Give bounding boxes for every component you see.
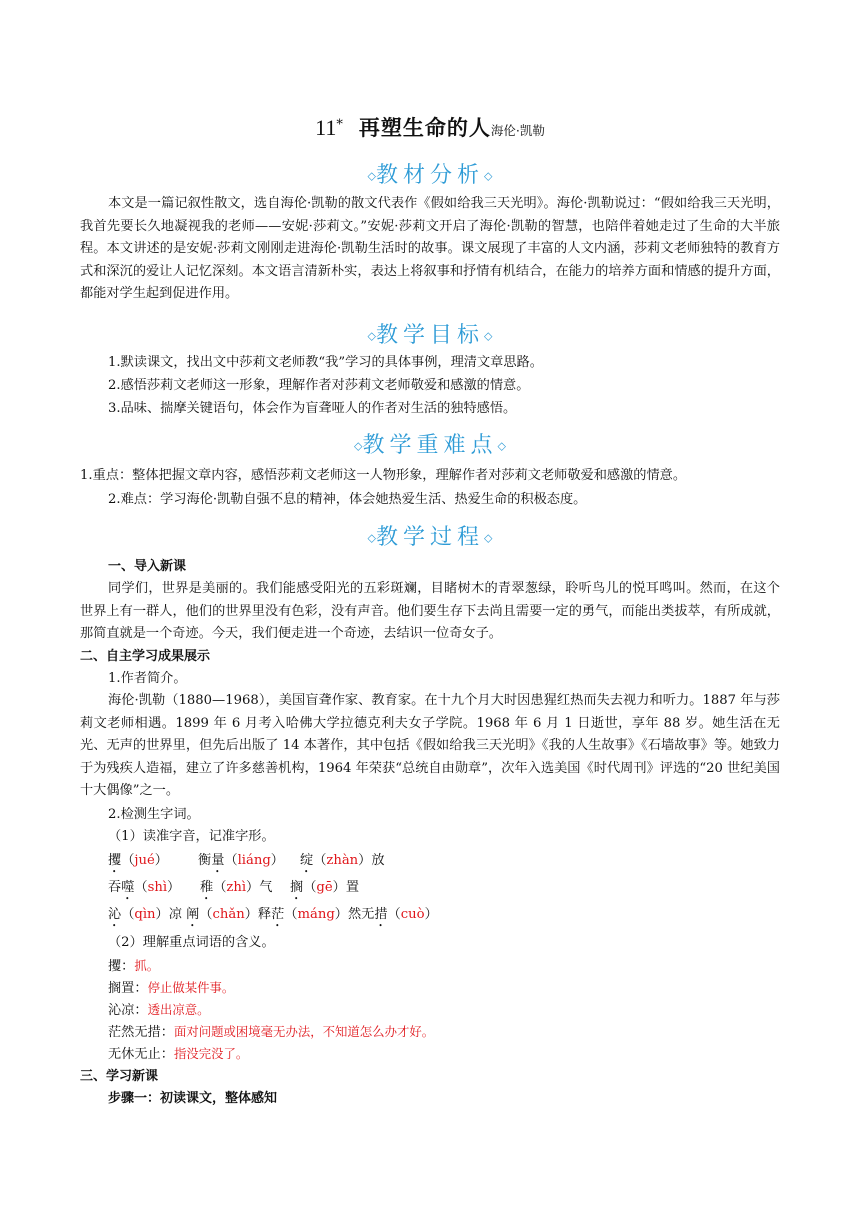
vocab-sub2: （2）理解重点词语的含义。 bbox=[108, 935, 275, 950]
definition-item: 攫：抓。 bbox=[108, 958, 160, 974]
pinyin-word: 沁（qìn）凉 bbox=[108, 907, 182, 922]
section-heading-objectives bbox=[0, 318, 860, 349]
lesson-title-row bbox=[0, 112, 860, 142]
section-heading-key-points bbox=[0, 428, 860, 459]
author-intro-label: 1.作者简介。 bbox=[108, 671, 187, 686]
pinyin-word: 吞噬（shì） bbox=[108, 880, 181, 895]
pinyin-row bbox=[108, 850, 385, 876]
lesson-title: 再塑生命的人 bbox=[358, 116, 491, 140]
diamond-icon: ◇ bbox=[484, 169, 493, 183]
pinyin-word: 衡量（liáng） bbox=[198, 853, 284, 868]
objective-item: 1.默读课文，找出文中莎莉文老师教“我”学习的具体事例，理清文章思路。 bbox=[108, 355, 543, 370]
analysis-paragraph: 本文是一篇记叙性散文，选自海伦·凯勒的散文代表作《假如给我三天光明》。海伦·凯勒说过：“假如给我三天光明，我首先要长久地凝视我的老师——安妮·莎莉文。”安妮·莎莉文开启了海伦·凯勒的智慧，也陪伴着她走过了生命的大半旅程。本文讲述的是安妮·莎莉文刚刚走进海伦·凯勒生活时的故事。课文展现了丰富的人文内涵，莎莉文老师独特的教育方式和深沉的爱让人记忆深刻。本文语言清新朴实，表达上将叙事和抒情有机结合，在能力的培养方面和情感的提升方面，都能对学生起到促进作用。 bbox=[80, 196, 780, 301]
pinyin-row bbox=[108, 904, 438, 930]
diamond-icon: ◇ bbox=[484, 531, 493, 545]
pinyin-word: 阐（chǎn）释 bbox=[186, 907, 272, 922]
key-point-item: 1.重点：整体把握文章内容，感悟莎莉文老师这一人物形象，理解作者对莎莉文老师敬爱和感激的情意。 bbox=[80, 468, 687, 483]
pinyin-word: 稚（zhì）气 bbox=[200, 880, 273, 895]
pinyin-word: 茫（máng）然无 bbox=[271, 907, 375, 922]
pinyin-word: 攫（jué） bbox=[108, 853, 168, 868]
diamond-icon: ◇ bbox=[497, 439, 506, 453]
diamond-icon: ◇ bbox=[484, 329, 493, 343]
vocab-sub1: （1）读准字音，记准字形。 bbox=[108, 829, 275, 844]
definition-item: 搁置：停止做某件事。 bbox=[108, 980, 235, 996]
objective-item: 3.品味、揣摩关键语句，体会作为盲聋哑人的作者对生活的独特感悟。 bbox=[108, 401, 517, 416]
part2-heading: 二、自主学习成果展示 bbox=[80, 649, 211, 664]
objective-item: 2.感悟莎莉文老师这一形象，理解作者对莎莉文老师敬爱和感激的情意。 bbox=[108, 378, 530, 393]
pinyin-word: 绽（zhàn）放 bbox=[300, 853, 385, 868]
step1-heading: 步骤一：初读课文，整体感知 bbox=[108, 1091, 278, 1106]
section-heading-text: 教学过程 bbox=[375, 525, 484, 550]
key-point-item: 2.难点：学习海伦·凯勒自强不息的精神，体会她热爱生活、热爱生命的积极态度。 bbox=[108, 492, 587, 507]
part1-paragraph: 同学们，世界是美丽的。我们能感受阳光的五彩斑斓，目睹树木的青翠葱绿，聆听鸟儿的悦耳鸣叫。然而，在这个世界上有一群人，他们的世界里没有色彩，没有声音。他们要生存下去尚且需要一定的勇气，而能出类拔萃，有所成就，那简直就是一个奇迹。今天，我们便走进一个奇迹，去结识一位奇女子。 bbox=[80, 581, 780, 641]
lesson-star: * bbox=[336, 117, 343, 133]
diamond-icon: ◇ bbox=[354, 439, 363, 453]
pinyin-row bbox=[108, 877, 359, 903]
section-heading-analysis bbox=[0, 158, 860, 189]
section-heading-process bbox=[0, 520, 860, 551]
author-intro-paragraph: 海伦·凯勒（1880—1968），美国盲聋作家、教育家。在十九个月大时因患猩红热而失去视力和听力。1887 年与莎莉文老师相遇。1899 年 6 月考入哈佛大学拉德克利夫女子学院。1968 年 6 月 1 日逝世，享年 88 岁。她生活在无光、无声的世界里，但先后出版了 14 本著作，其中包括《假如给我三天光明》《我的人生故事》《石墙故事》等。她致力于为残疾人造福，建立了许多慈善机构，1964 年荣获“总统自由勋章”，次年入选美国《时代周刊》评选的“20 世纪美国十大偶像”之一。 bbox=[80, 693, 780, 798]
definition-item: 无休无止：指没完没了。 bbox=[108, 1046, 249, 1062]
section-heading-text: 教学重难点 bbox=[362, 433, 498, 458]
vocab-label: 2.检测生字词。 bbox=[108, 807, 200, 822]
definition-item: 茫然无措：面对问题或困境毫无办法，不知道怎么办才好。 bbox=[108, 1024, 435, 1040]
diamond-icon: ◇ bbox=[367, 531, 376, 545]
part1-heading: 一、导入新课 bbox=[108, 559, 187, 574]
lesson-number: 11 bbox=[315, 115, 337, 140]
definition-item: 沁凉：透出凉意。 bbox=[108, 1002, 210, 1018]
diamond-icon: ◇ bbox=[367, 329, 376, 343]
section-heading-text: 教材分析 bbox=[375, 163, 484, 188]
pinyin-word: 措（cuò） bbox=[374, 907, 438, 922]
section-heading-text: 教学目标 bbox=[375, 323, 484, 348]
lesson-author: 海伦·凯勒 bbox=[490, 123, 545, 138]
part3-heading: 三、学习新课 bbox=[80, 1069, 159, 1084]
pinyin-word: 搁（gē）置 bbox=[290, 880, 359, 895]
diamond-icon: ◇ bbox=[367, 169, 376, 183]
